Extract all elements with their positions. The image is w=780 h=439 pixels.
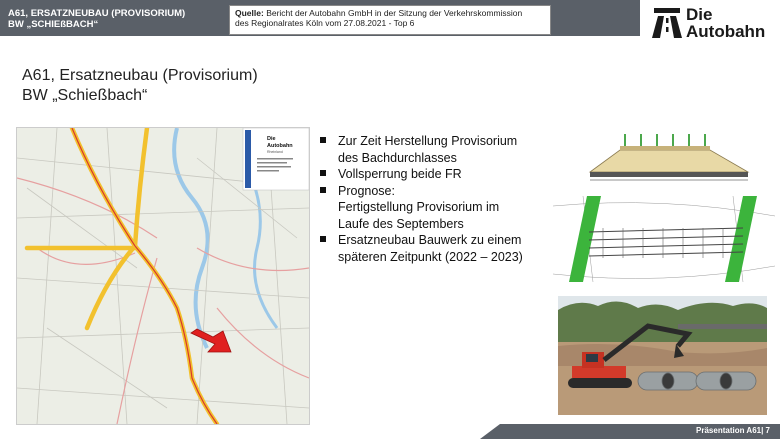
map-legend-line2: Autobahn (267, 143, 293, 149)
footer-slant (480, 424, 500, 439)
bullet-square-icon (320, 187, 326, 193)
construction-photo (558, 296, 767, 415)
page-title-line2: BW „Schießbach“ (22, 87, 148, 104)
cross-section-drawing (580, 128, 758, 184)
bullet-text: Laufe des Septembers (338, 216, 464, 231)
bullet-list (318, 133, 550, 265)
location-map (16, 127, 310, 425)
source-text-line1: Bericht der Autobahn GmbH in der Sitzung der Verkehrskommission (266, 8, 523, 18)
bullet-square-icon (320, 170, 326, 176)
bullet-text: des Bachdurchlasses (338, 150, 457, 165)
header-title-line1: A61, ERSATZNEUBAU (PROVISORIUM) (8, 8, 186, 19)
bullet-text: Prognose: (338, 183, 395, 198)
bullet-square-icon (320, 137, 326, 143)
bullet-text: Vollsperrung beide FR (338, 167, 462, 181)
header-slant (600, 0, 640, 36)
bullet-text: Zur Zeit Herstellung Provisorium (338, 134, 518, 148)
bullet-text: Ersatzneubau Bauwerk zu einem (338, 233, 522, 247)
autobahn-logo (652, 6, 772, 42)
plan-drawing (553, 196, 775, 282)
bullet-square-icon (320, 236, 326, 242)
bullet-item (318, 133, 550, 166)
bullet-item (318, 232, 550, 265)
page-title (22, 66, 258, 106)
map-legend-line3: Rheinland (267, 150, 283, 154)
footer-page-number: Präsentation A61| 7 (696, 426, 770, 435)
source-label: Quelle: (235, 8, 264, 18)
bullet-item (318, 183, 550, 233)
header-title (8, 8, 185, 30)
bullet-text: späteren Zeitpunkt (2022 – 2023) (338, 249, 523, 264)
bullet-item (318, 166, 550, 183)
map-graphic (17, 128, 309, 424)
source-text-line2: des Regionalrates Köln vom 27.08.2021 - Top 6 (235, 18, 415, 28)
autobahn-logo-icon (652, 8, 682, 38)
page-title-line1: A61, Ersatzneubau (Provisorium) (22, 67, 258, 84)
logo-text (686, 6, 765, 40)
logo-line2: Autobahn (686, 22, 766, 41)
bullet-text: Fertigstellung Provisorium im (338, 200, 500, 214)
map-legend-line1: Die (267, 136, 276, 142)
header-title-line2: BW „SCHIEßBACH“ (8, 19, 99, 30)
logo-line1: Die (686, 5, 713, 24)
source-box (229, 5, 551, 35)
